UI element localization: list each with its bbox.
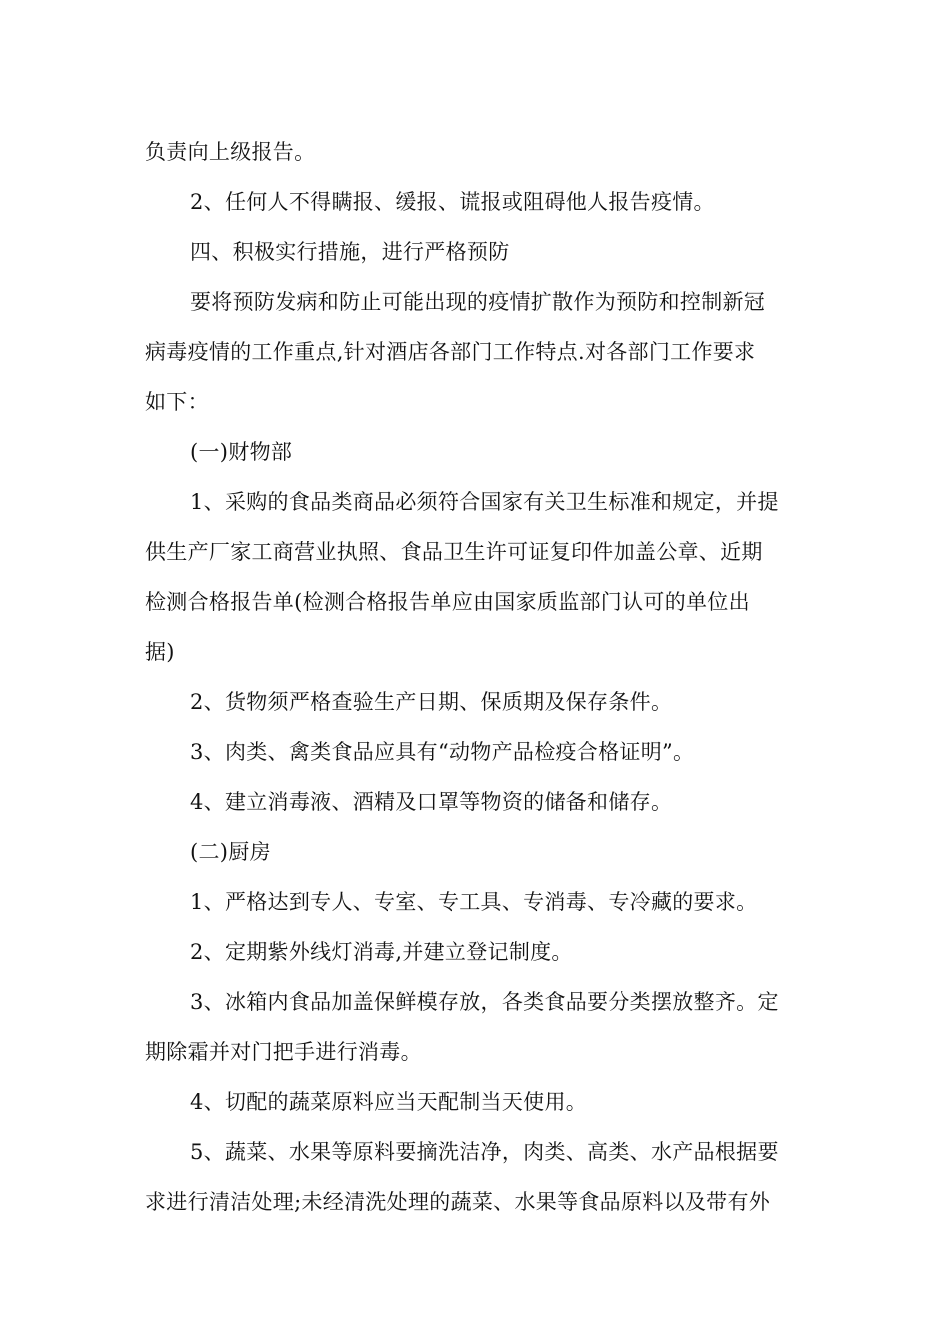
text-line: 4、切配的蔬菜原料应当天配制当天使用。 [190, 1090, 588, 1114]
subsection-heading: (一)财物部 [190, 440, 293, 464]
text-line: 2、定期紫外线灯消毒,并建立登记制度。 [190, 940, 573, 964]
text-line: 1、采购的食品类商品必须符合国家有关卫生标准和规定，并提 [190, 490, 779, 514]
text-line: 2、任何人不得瞒报、缓报、谎报或阻碍他人报告疫情。 [190, 190, 715, 214]
section-heading: 四、积极实行措施，进行严格预防 [190, 240, 510, 264]
text-line: 要将预防发病和防止可能出现的疫情扩散作为预防和控制新冠 [190, 290, 766, 314]
text-line: 2、货物须严格查验生产日期、保质期及保存条件。 [190, 690, 673, 714]
text-line: 病毒疫情的工作重点,针对酒店各部门工作特点.对各部门工作要求 [145, 340, 756, 364]
text-line: 1、严格达到专人、专室、专工具、专消毒、专冷藏的要求。 [190, 890, 758, 914]
text-line: 供生产厂家工商营业执照、食品卫生许可证复印件加盖公章、近期 [145, 540, 763, 564]
text-line: 负责向上级报告。 [145, 140, 316, 164]
text-line: 求进行清洁处理;未经清洗处理的蔬菜、水果等食品原料以及带有外 [145, 1190, 771, 1214]
text-line: 期除霜并对门把手进行消毒。 [145, 1040, 422, 1064]
text-line: 据) [145, 640, 175, 664]
text-line: 5、蔬菜、水果等原料要摘洗洁净，肉类、高类、水产品根据要 [190, 1140, 779, 1164]
text-line: 如下： [145, 390, 209, 414]
subsection-heading: (二)厨房 [190, 840, 271, 864]
text-line: 4、建立消毒液、酒精及口罩等物资的储备和储存。 [190, 790, 673, 814]
text-line: 检测合格报告单(检测合格报告单应由国家质监部门认可的单位出 [145, 590, 750, 614]
text-line: 3、冰箱内食品加盖保鲜模存放，各类食品要分类摆放整齐。定 [190, 990, 779, 1014]
text-line: 3、肉类、禽类食品应具有“动物产品检疫合格证明”。 [190, 740, 695, 764]
